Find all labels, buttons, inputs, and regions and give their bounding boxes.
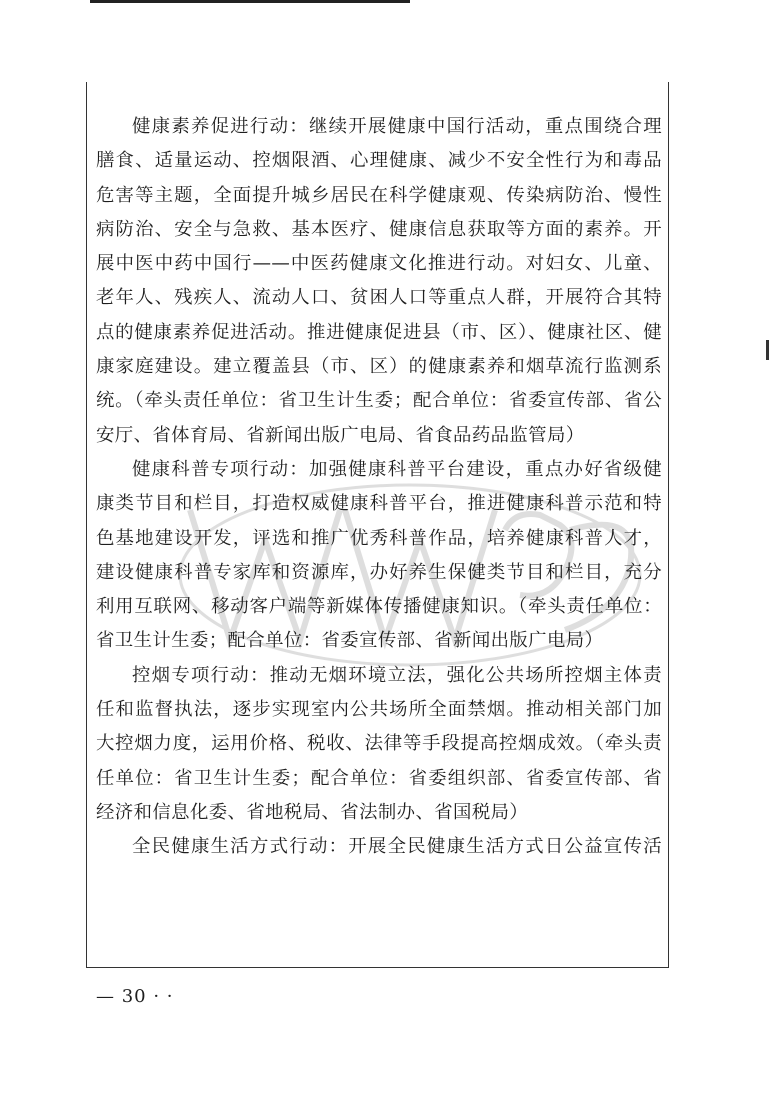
text-line: 健康科普专项行动：加强健康科普平台建设，重点办好省级健 — [132, 458, 662, 480]
text-line: 安厅、省体育局、省新闻出版广电局、省食品药品监管局） — [96, 424, 585, 446]
text-line: 病防治、安全与急救、基本医疗、健康信息获取等方面的素养。开 — [96, 218, 662, 240]
text-line: 康家庭建设。建立覆盖县（市、区）的健康素养和烟草流行监测系 — [96, 356, 662, 378]
text-line: 大控烟力度，运用价格、税收、法律等手段提高控烟成效。（牵头责 — [96, 733, 662, 755]
text-line: 膳食、适量运动、控烟限酒、心理健康、减少不安全性行为和毒品 — [96, 150, 662, 172]
text-line: 利用互联网、移动客户端等新媒体传播健康知识。（牵头责任单位： — [96, 596, 662, 618]
text-line: 康类节目和栏目，打造权威健康科普平台，推进健康科普示范和特 — [96, 493, 662, 515]
text-line: 色基地建设开发，评选和推广优秀科普作品，培养健康科普人才， — [96, 527, 662, 549]
paragraph-health-literacy — [96, 110, 662, 453]
paragraph-health-science — [96, 453, 662, 659]
top-rule — [90, 0, 410, 3]
text-line: 任单位：省卫生计生委；配合单位：省委组织部、省委宣传部、省 — [96, 767, 662, 789]
paragraph-healthy-lifestyle — [96, 830, 662, 864]
text-line: 全民健康生活方式行动：开展全民健康生活方式日公益宣传活 — [132, 836, 662, 858]
text-line: 展中医中药中国行——中医药健康文化推进行动。对妇女、儿童、 — [96, 253, 662, 275]
text-line: 控烟专项行动：推动无烟环境立法，强化公共场所控烟主体责 — [132, 664, 662, 686]
edge-mark — [766, 340, 769, 360]
text-line: 任和监督执法，逐步实现室内公共场所全面禁烟。推动相关部门加 — [96, 699, 662, 721]
text-line: 点的健康素养促进活动。推进健康促进县（市、区）、健康社区、健 — [96, 321, 662, 343]
paragraph-tobacco-control — [96, 659, 662, 830]
text-line: 经济和信息化委、省地税局、省法制办、省国税局） — [96, 801, 529, 823]
document-body — [96, 110, 662, 865]
text-line: 危害等主题，全面提升城乡居民在科学健康观、传染病防治、慢性 — [96, 184, 662, 206]
text-line: 省卫生计生委；配合单位：省委宣传部、省新闻出版广电局） — [96, 630, 604, 652]
text-line: 老年人、残疾人、流动人口、贫困人口等重点人群，开展符合其特 — [96, 287, 662, 309]
page-number: — 30 · · — [96, 986, 174, 1007]
text-line: 统。（牵头责任单位：省卫生计生委；配合单位：省委宣传部、省公 — [96, 390, 662, 412]
text-line: 健康素养促进行动：继续开展健康中国行活动，重点围绕合理 — [132, 116, 662, 137]
text-line: 建设健康科普专家库和资源库，办好养生保健类节目和栏目，充分 — [96, 561, 662, 583]
